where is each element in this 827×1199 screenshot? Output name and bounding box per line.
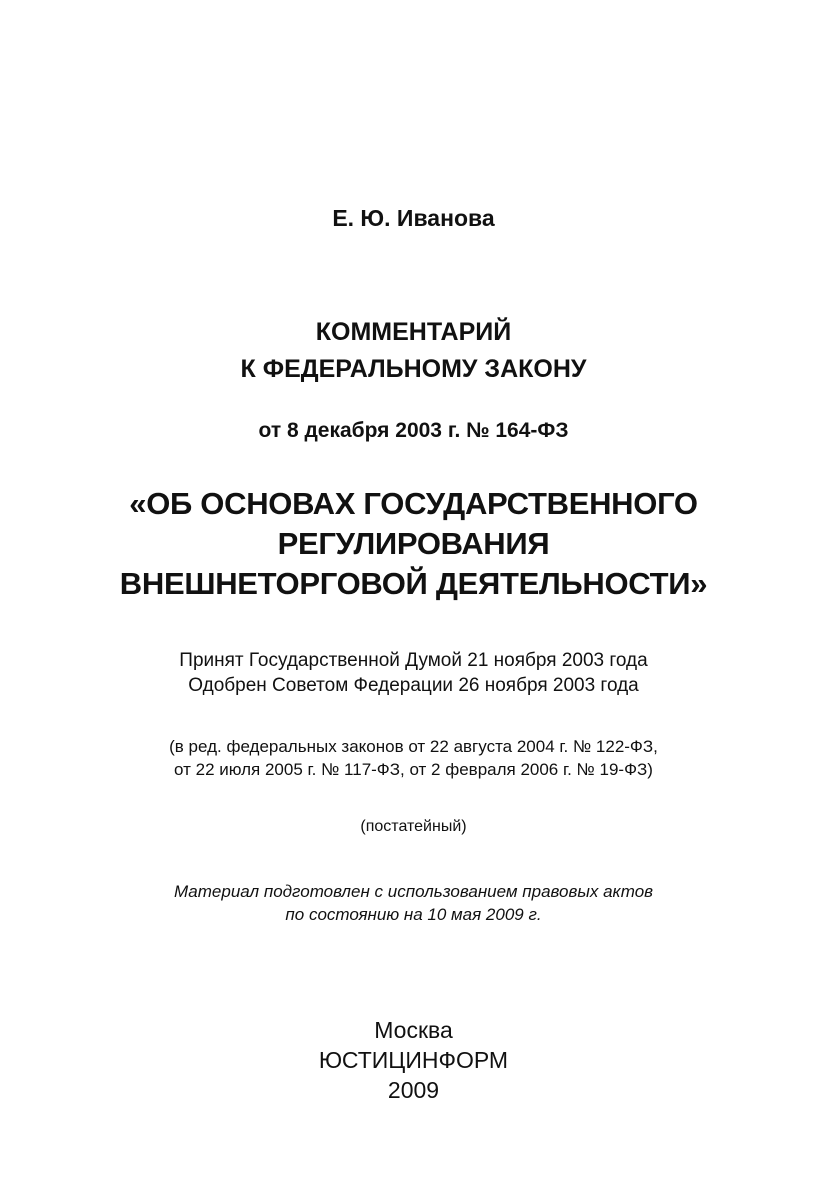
commentary-type: (постатейный) (360, 818, 467, 835)
law-title-line1: «ОБ ОСНОВАХ ГОСУДАРСТВЕННОГО (129, 486, 698, 521)
adoption-duma: Принят Государственной Думой 21 ноября 2003 года (179, 650, 648, 671)
author-name: Е. Ю. Иванова (332, 205, 495, 231)
comment-heading-line2: К ФЕДЕРАЛЬНОМУ ЗАКОНУ (240, 355, 587, 383)
material-note-line2: по состоянию на 10 мая 2009 г. (285, 905, 542, 924)
law-title-line3: ВНЕШНЕТОРГОВОЙ ДЕЯТЕЛЬНОСТИ» (119, 566, 708, 601)
imprint-year: 2009 (387, 1077, 440, 1103)
imprint-publisher: ЮСТИЦИНФОРМ (318, 1047, 509, 1073)
imprint-city: Москва (374, 1017, 453, 1043)
law-date: от 8 декабря 2003 г. № 164-ФЗ (258, 419, 569, 442)
comment-heading-line1: КОММЕНТАРИЙ (315, 318, 512, 346)
material-note-line1: Материал подготовлен с использованием правовых актов (173, 882, 654, 901)
adoption-council: Одобрен Советом Федерации 26 ноября 2003 года (188, 675, 639, 696)
edition-note-line2: от 22 июля 2005 г. № 117-ФЗ, от 2 февраля 2006 г. № 19-ФЗ) (174, 760, 653, 779)
edition-note-line1: (в ред. федеральных законов от 22 августа 2004 г. № 122-ФЗ, (169, 737, 658, 756)
law-title-line2: РЕГУЛИРОВАНИЯ (277, 526, 550, 561)
